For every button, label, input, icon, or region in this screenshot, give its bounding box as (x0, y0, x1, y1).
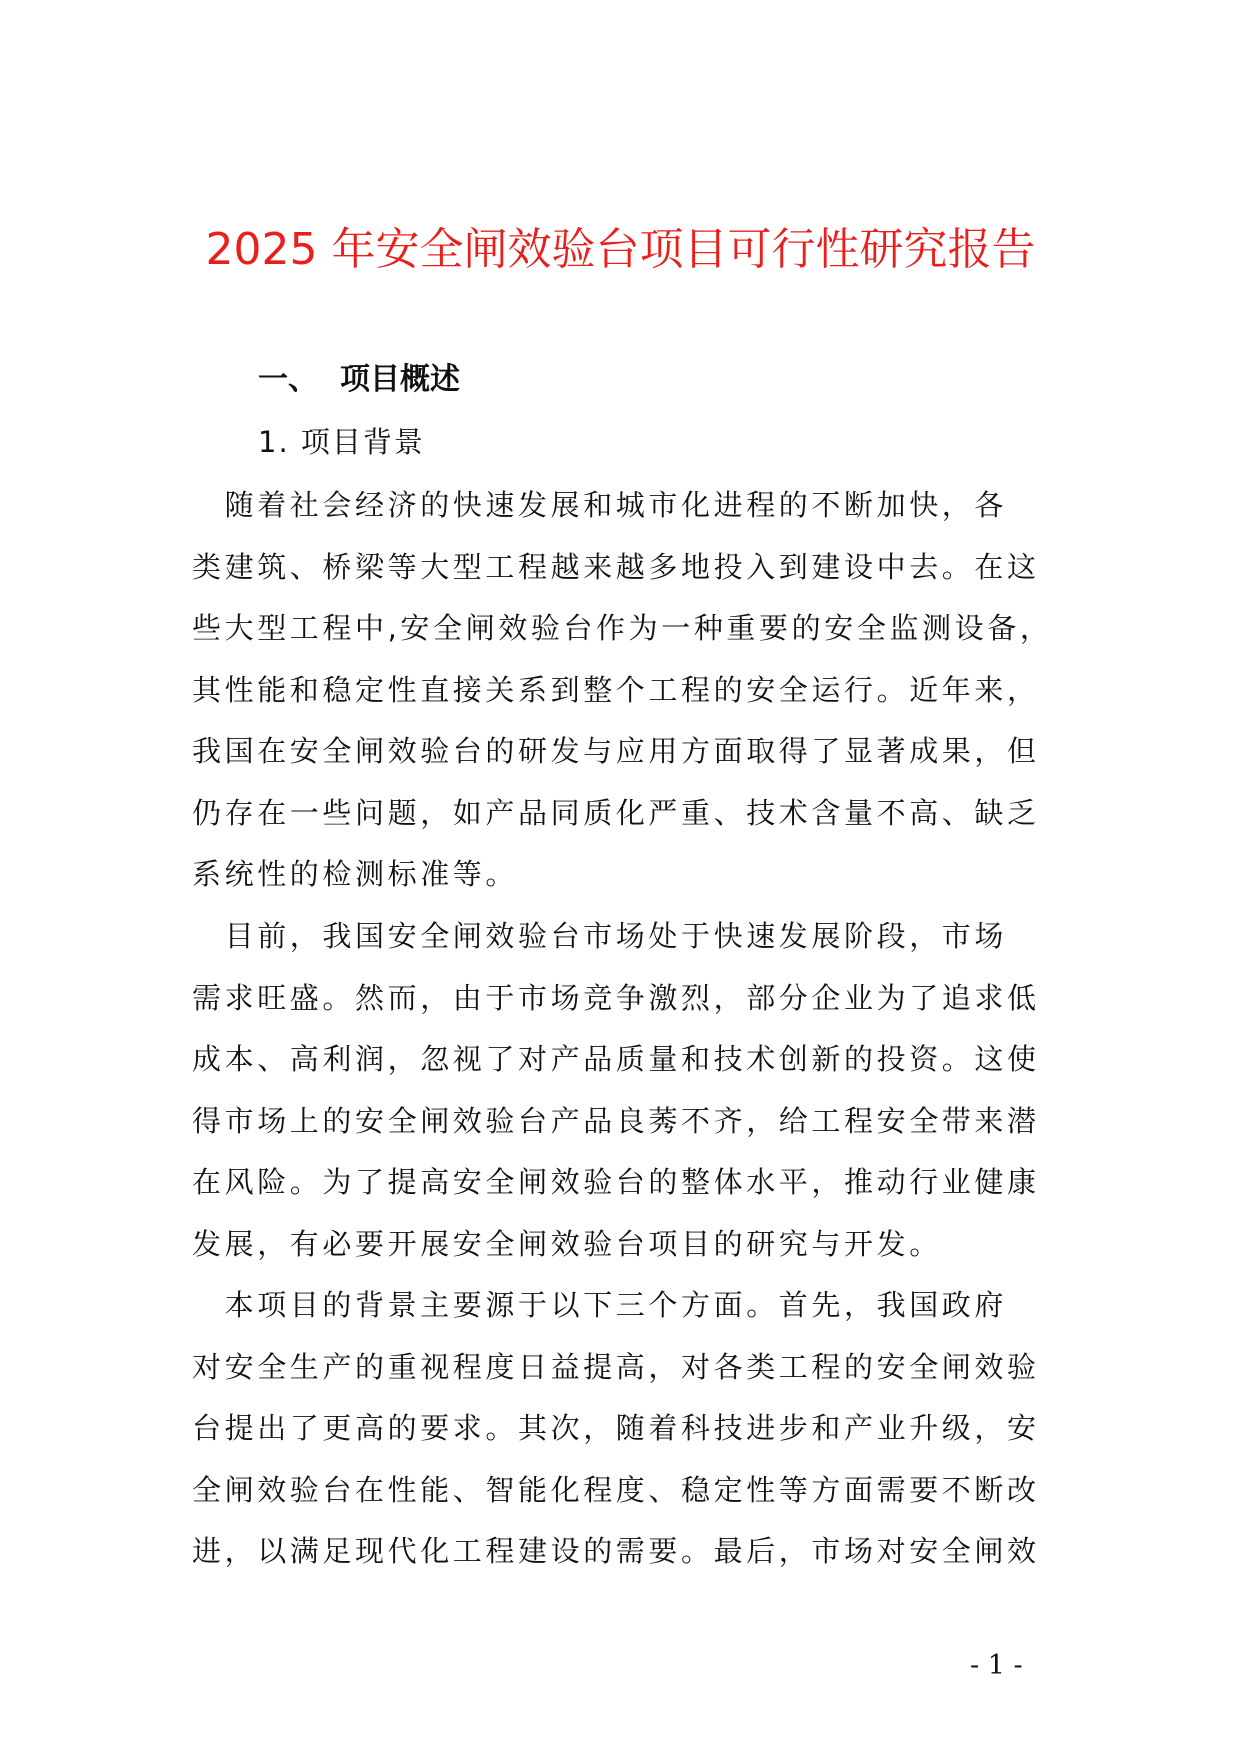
section-number: 一、 (258, 362, 318, 397)
paragraph-line: 需求旺盛。然而，由于市场竞争激烈，部分企业为了追求低 (192, 980, 1040, 1015)
paragraph-line: 目前，我国安全闸效验台市场处于快速发展阶段，市场 (192, 919, 1008, 953)
paragraph-line: 成本、高利润，忽视了对产品质量和技术创新的投资。这使 (192, 1042, 1040, 1076)
section-heading (258, 358, 460, 402)
paragraph-line: 台提出了更高的要求。其次，随着科技进步和产业升级，安 (192, 1411, 1040, 1445)
paragraph-line: 类建筑、桥梁等大型工程越来越多地投入到建设中去。在这 (192, 549, 1040, 584)
paragraph-line: 发展，有必要开展安全闸效验台项目的研究与开发。 (192, 1226, 942, 1261)
paragraph-line: 进，以满足现代化工程建设的需要。最后，市场对安全闸效 (192, 1534, 1040, 1568)
page-number: - 1 - (970, 1650, 1023, 1681)
paragraph-line: 全闸效验台在性能、智能化程度、稳定性等方面需要不断改 (192, 1472, 1040, 1507)
subsection-heading: 1. 项目背景 (258, 425, 425, 459)
document-title: 2025 年安全闸效验台项目可行性研究报告 (205, 224, 1036, 275)
paragraph-line: 在风险。为了提高安全闸效验台的整体水平，推动行业健康 (192, 1165, 1040, 1199)
paragraph-line: 仍存在一些问题，如产品同质化严重、技术含量不高、缺乏 (192, 795, 1040, 830)
section-title: 项目概述 (340, 362, 460, 397)
paragraph-line: 我国在安全闸效验台的研发与应用方面取得了显著成果，但 (192, 734, 1040, 768)
paragraph-line: 系统性的检测标准等。 (192, 857, 519, 891)
paragraph-1 (192, 475, 1052, 906)
paragraph-line: 随着社会经济的快速发展和城市化进程的不断加快，各 (192, 488, 1008, 522)
paragraph-line: 对安全生产的重视程度日益提高，对各类工程的安全闸效验 (192, 1349, 1040, 1384)
paragraph-line: 本项目的背景主要源于以下三个方面。首先，我国政府 (192, 1288, 1008, 1322)
paragraph-2 (192, 906, 1052, 1275)
paragraph-line: 其性能和稳定性直接关系到整个工程的安全运行。近年来， (192, 672, 1040, 707)
paragraph-line: 得市场上的安全闸效验台产品良莠不齐，给工程安全带来潜 (192, 1103, 1040, 1138)
paragraph-3 (192, 1275, 1052, 1583)
paragraph-line: 些大型工程中,安全闸效验台作为一种重要的安全监测设备， (192, 611, 1053, 645)
